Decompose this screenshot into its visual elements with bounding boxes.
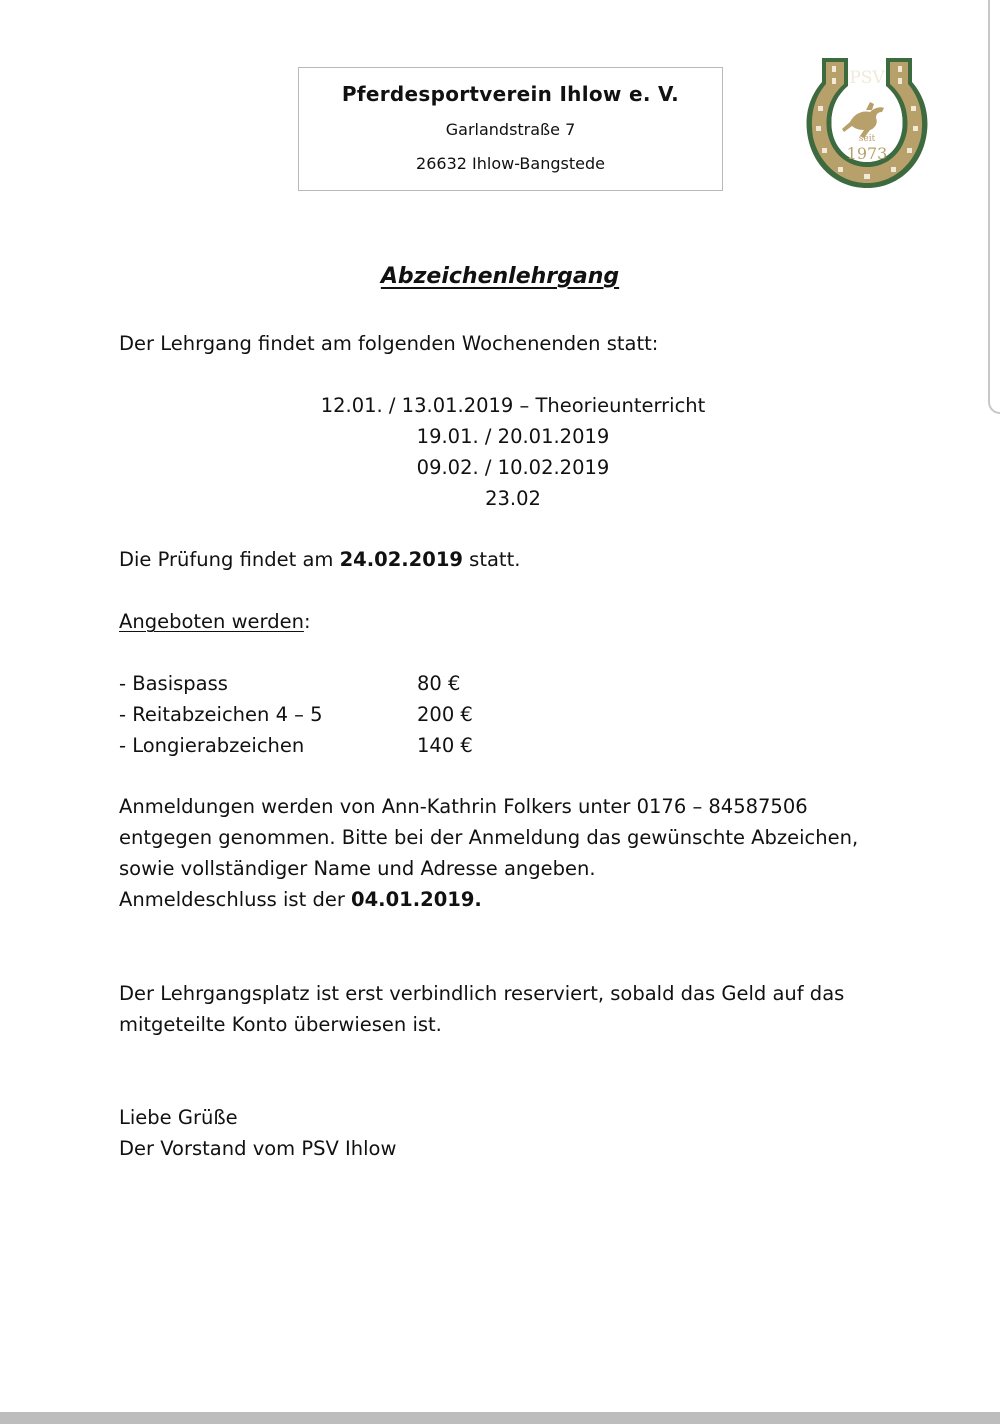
exam-date: 24.02.2019 — [339, 548, 463, 571]
offer-name: - Reitabzeichen 4 – 5 — [119, 703, 323, 726]
offer-row — [119, 668, 460, 699]
closing-signature: Der Vorstand vom PSV Ihlow — [119, 1137, 397, 1160]
scrollbar-edge[interactable] — [988, 0, 1000, 414]
deadline-prefix: Anmeldeschluss ist der — [119, 888, 345, 911]
offer-name: - Longierabzeichen — [119, 734, 305, 757]
logo-psv-text: PSV — [849, 68, 885, 88]
club-street: Garlandstraße 7 — [445, 120, 576, 139]
offer-price: 80 € — [417, 672, 461, 695]
exam-prefix: Die Prüfung findet am — [119, 548, 334, 571]
exam-line — [119, 544, 520, 575]
registration-line-3: sowie vollständiger Name und Adresse angeben. — [119, 857, 596, 880]
reservation-line-1: Der Lehrgangsplatz ist erst verbindlich reserviert, sobald das Geld auf das — [119, 982, 845, 1005]
offer-row — [119, 730, 473, 761]
exam-suffix: statt. — [469, 548, 521, 571]
document-title — [0, 264, 1000, 289]
course-dates — [0, 390, 1000, 514]
intro-text: Der Lehrgang findet am folgenden Wochenenden statt: — [119, 332, 659, 355]
letterhead-box — [298, 67, 723, 191]
closing-greeting: Liebe Grüße — [119, 1106, 238, 1129]
registration-line-1: Anmeldungen werden von Ann-Kathrin Folkers unter 0176 – 84587506 — [119, 795, 808, 818]
club-name: Pferdesportverein Ihlow e. V. — [341, 82, 680, 106]
psv-horseshoe-logo — [804, 52, 930, 192]
registration-line-2: entgegen genommen. Bitte bei der Anmeldung das gewünschte Abzeichen, — [119, 826, 859, 849]
date-line: 19.01. / 20.01.2019 — [416, 425, 610, 448]
logo-seit-text: seit — [858, 134, 876, 144]
offers-heading — [119, 606, 311, 637]
logo-year-text: 1973 — [846, 144, 888, 163]
offer-name: - Basispass — [119, 672, 228, 695]
offer-price: 140 € — [417, 734, 473, 757]
deadline-date: 04.01.2019. — [351, 888, 482, 911]
offer-price: 200 € — [417, 703, 473, 726]
offers-heading-text: Angeboten werden — [119, 610, 304, 633]
date-line: 09.02. / 10.02.2019 — [416, 456, 610, 479]
registration-deadline — [119, 884, 482, 915]
date-line: 12.01. / 13.01.2019 – Theorieunterricht — [320, 394, 706, 417]
offer-row — [119, 699, 473, 730]
document-title-text: Abzeichenlehrgang — [380, 264, 620, 289]
club-city: 26632 Ihlow-Bangstede — [416, 154, 605, 173]
bottom-toolbar-edge — [0, 1412, 1000, 1424]
offers-heading-colon: : — [303, 610, 311, 633]
date-line: 23.02 — [485, 487, 541, 510]
reservation-line-2: mitgeteilte Konto überwiesen ist. — [119, 1013, 442, 1036]
